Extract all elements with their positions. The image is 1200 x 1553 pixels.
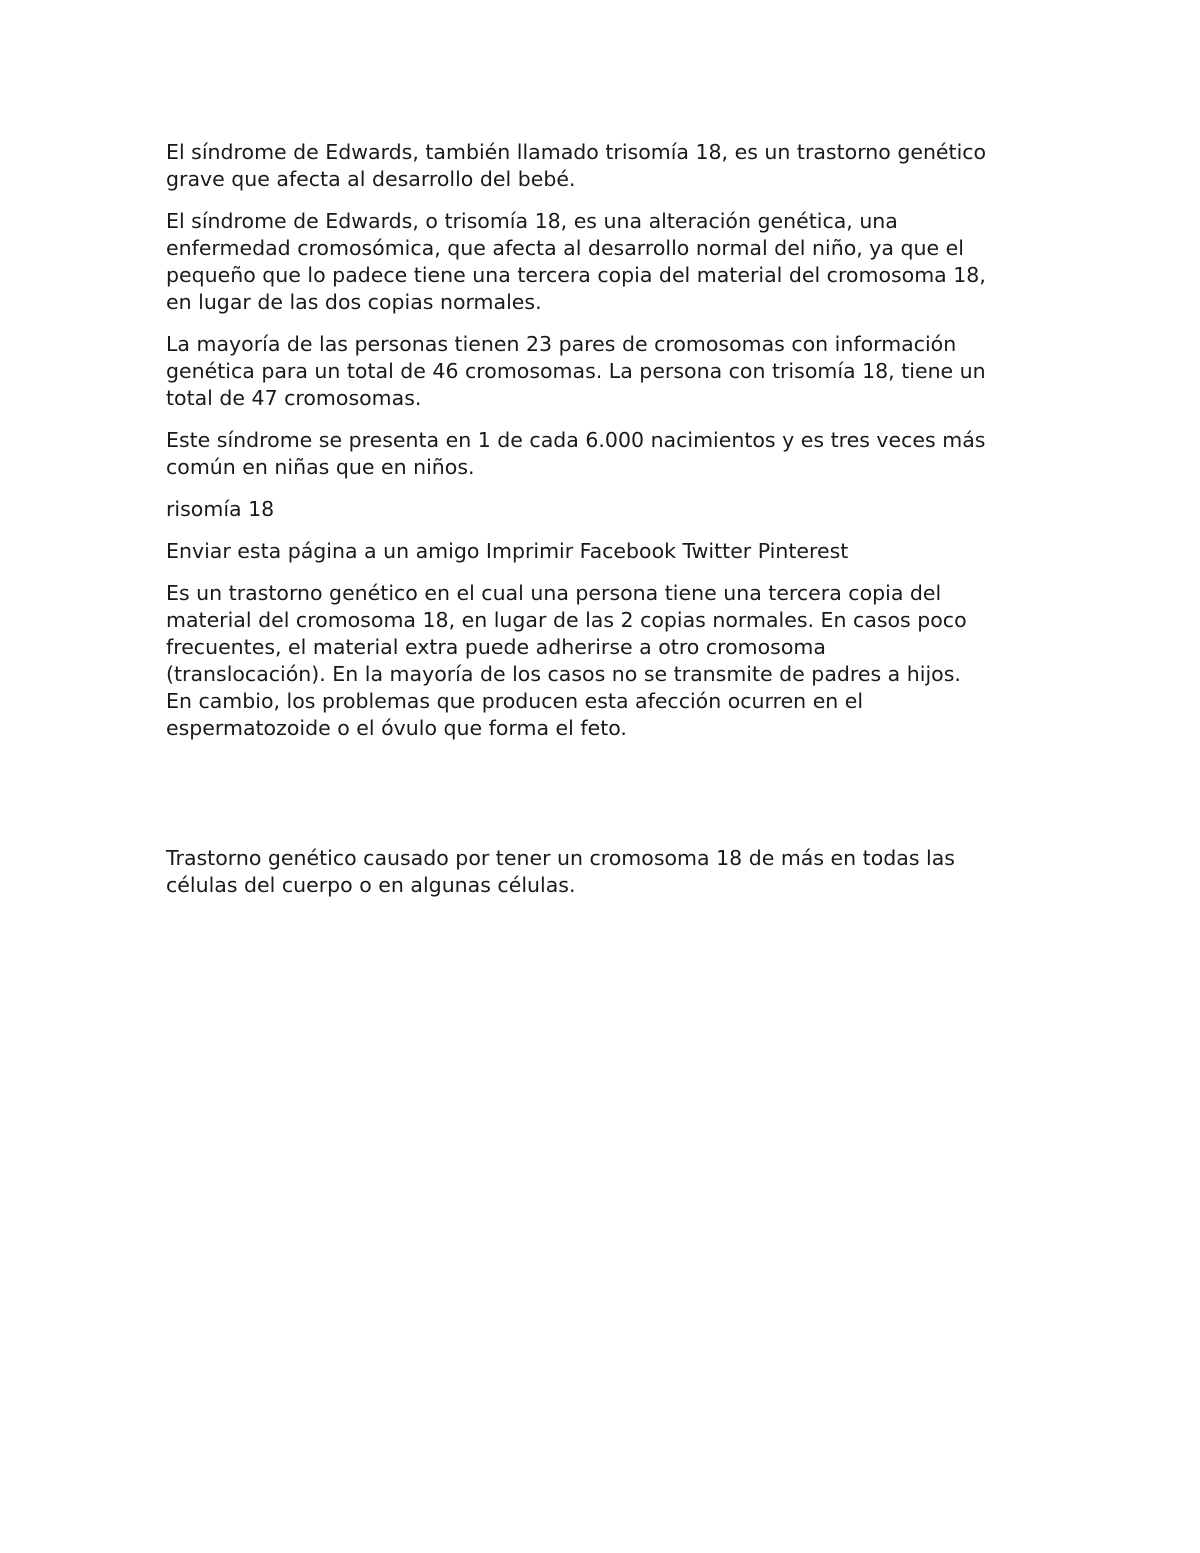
- text-line: Enviar esta página a un amigo Imprimir Facebook Twitter Pinterest: [166, 539, 849, 563]
- text-line: pequeño que lo padece tiene una tercera copia del material del cromosoma 18,: [166, 263, 986, 287]
- text-line: células del cuerpo o en algunas células.: [166, 873, 576, 897]
- text-line: frecuentes, el material extra puede adherirse a otro cromosoma: [166, 635, 826, 659]
- text-line: genética para un total de 46 cromosomas. La persona con trisomía 18, tiene un: [166, 359, 986, 383]
- text-line: El síndrome de Edwards, o trisomía 18, es una alteración genética, una: [166, 209, 898, 233]
- text-line: Es un trastorno genético en el cual una persona tiene una tercera copia del: [166, 581, 942, 605]
- paragraph-summary: [166, 845, 1046, 899]
- paragraph-chromosomes: [166, 331, 1046, 412]
- paragraph-incidence: [166, 427, 1046, 481]
- text-line: El síndrome de Edwards, también llamado trisomía 18, es un trastorno genético: [166, 140, 987, 164]
- text-line: (translocación). En la mayoría de los casos no se transmite de padres a hijos.: [166, 662, 961, 686]
- text-line: material del cromosoma 18, en lugar de las 2 copias normales. En casos poco: [166, 608, 967, 632]
- text-line: espermatozoide o el óvulo que forma el feto.: [166, 716, 627, 740]
- document-body: [166, 139, 1046, 914]
- text-line: enfermedad cromosómica, que afecta al desarrollo normal del niño, ya que el: [166, 236, 964, 260]
- paragraph-share-links: [166, 538, 1046, 565]
- text-line: común en niñas que en niños.: [166, 455, 475, 479]
- paragraph-intro: [166, 139, 1046, 193]
- text-line: grave que afecta al desarrollo del bebé.: [166, 167, 576, 191]
- paragraph-definition: [166, 208, 1046, 316]
- paragraph-heading: [166, 496, 1046, 523]
- text-line: Trastorno genético causado por tener un cromosoma 18 de más en todas las: [166, 846, 955, 870]
- text-line: total de 47 cromosomas.: [166, 386, 422, 410]
- text-line: en lugar de las dos copias normales.: [166, 290, 542, 314]
- text-line: La mayoría de las personas tienen 23 pares de cromosomas con información: [166, 332, 957, 356]
- text-line: En cambio, los problemas que producen esta afección ocurren en el: [166, 689, 864, 713]
- paragraph-explanation: [166, 580, 1046, 742]
- text-line: Este síndrome se presenta en 1 de cada 6.000 nacimientos y es tres veces más: [166, 428, 986, 452]
- text-line: risomía 18: [166, 497, 275, 521]
